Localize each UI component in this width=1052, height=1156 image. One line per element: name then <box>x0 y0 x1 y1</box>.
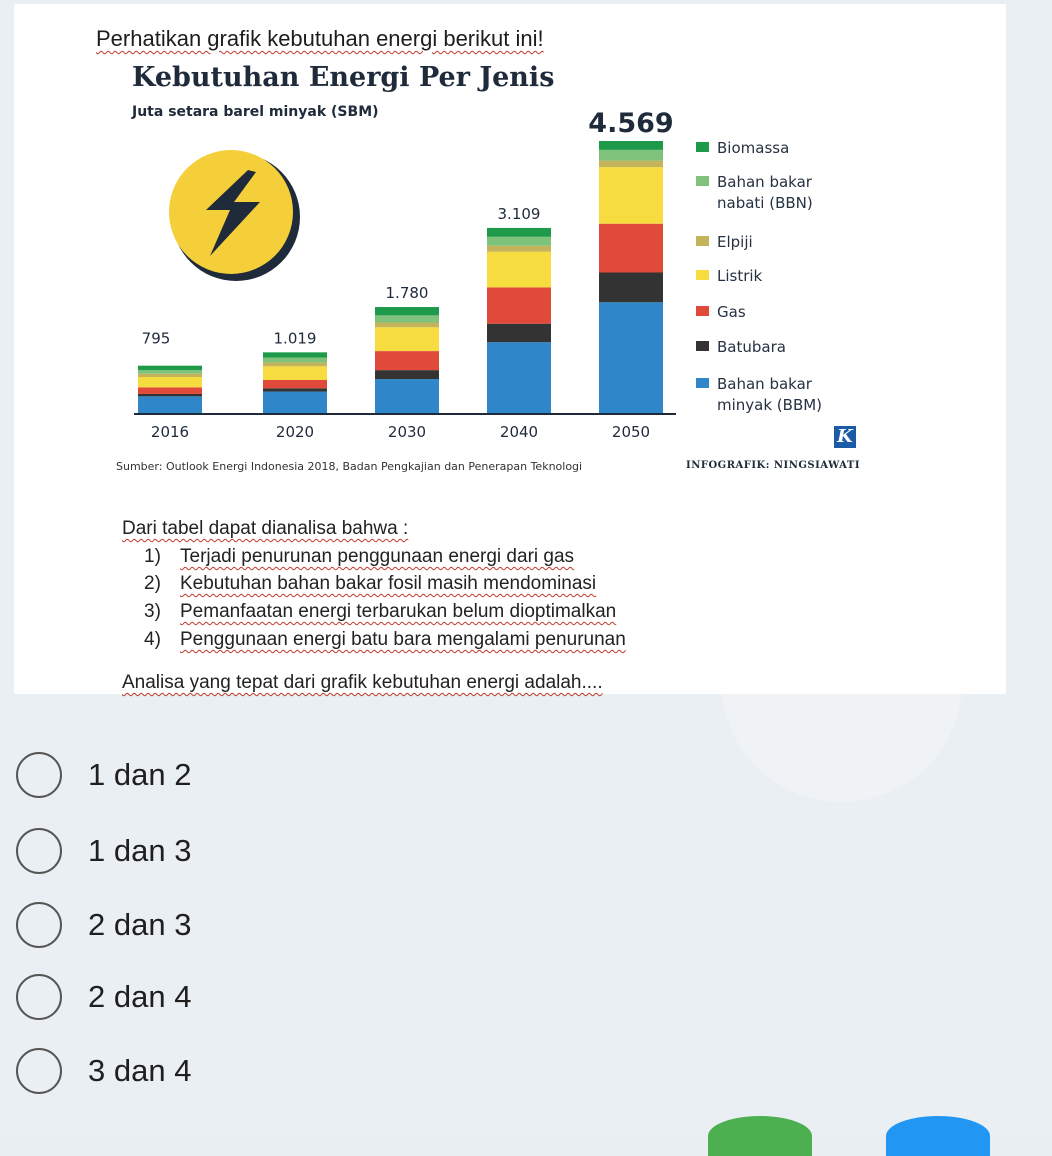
legend-swatch <box>696 378 709 388</box>
lightning-badge-icon <box>169 150 300 281</box>
option-3-dan-4[interactable] <box>16 1048 191 1094</box>
bar-segment <box>599 141 663 150</box>
bar-segment <box>599 224 663 273</box>
bar-segment <box>138 394 202 396</box>
legend-item <box>696 266 837 287</box>
legend-swatch <box>696 306 709 316</box>
bar-segment <box>487 342 551 413</box>
bar-segment <box>375 315 439 322</box>
statement-text: Kebutuhan bahan bakar fosil masih mendominasi <box>180 573 597 594</box>
publisher-logo-icon: K <box>834 426 856 448</box>
question-card <box>14 4 1006 694</box>
bar-segment <box>487 228 551 237</box>
bar-segment <box>263 388 327 391</box>
bar-segment <box>375 327 439 351</box>
bar-segment <box>375 307 439 315</box>
chart-title: Kebutuhan Energi Per Jenis <box>132 62 555 93</box>
legend-item <box>696 302 837 323</box>
option-label: 3 dan 4 <box>88 1053 192 1088</box>
question-text: Analisa yang tepat dari grafik kebutuhan energi adalah.... <box>122 672 603 693</box>
legend-label: Gas <box>717 303 746 321</box>
legend-label: Bahan bakar nabati (BBN) <box>717 173 813 212</box>
radio-button[interactable] <box>16 1048 62 1094</box>
chart-credit: INFOGRAFIK: NINGSIAWATI <box>686 460 860 471</box>
statement-number: 3) <box>144 601 161 622</box>
bar-total-label: 4.569 <box>588 108 674 139</box>
statement-number: 4) <box>144 629 161 650</box>
option-label: 1 dan 3 <box>88 833 192 868</box>
bar-segment <box>375 323 439 328</box>
statement-item <box>144 546 574 568</box>
decorative-shape-blue <box>886 1116 990 1156</box>
radio-button[interactable] <box>16 828 62 874</box>
chart-ylabel: Juta setara barel minyak (SBM) <box>132 104 379 120</box>
bar-segment <box>375 351 439 370</box>
bar-segment <box>487 252 551 288</box>
bar-segment <box>599 167 663 224</box>
bar-segment <box>138 374 202 377</box>
statement-number: 2) <box>144 573 161 594</box>
bar-segment <box>263 380 327 388</box>
bar-total-label: 3.109 <box>497 204 541 223</box>
legend-label: Elpiji <box>717 233 753 251</box>
radio-button[interactable] <box>16 752 62 798</box>
statement-item <box>144 629 626 651</box>
bar-segment <box>263 362 327 366</box>
option-1-dan-2[interactable] <box>16 752 191 798</box>
legend-swatch <box>696 236 709 246</box>
bar-segment <box>263 392 327 413</box>
legend-label: Batubara <box>717 338 786 356</box>
bar-segment <box>487 246 551 252</box>
statement-text: Terjadi penurunan penggunaan energi dari gas <box>180 546 575 567</box>
option-label: 1 dan 2 <box>88 757 192 792</box>
bar-segment <box>599 273 663 303</box>
x-tick-label: 2020 <box>275 423 315 441</box>
bar-segment <box>487 287 551 323</box>
option-1-dan-3[interactable] <box>16 828 191 874</box>
bar-segment <box>487 324 551 342</box>
bar-segment <box>375 379 439 413</box>
bar-segment <box>599 161 663 168</box>
legend-label: Listrik <box>717 267 763 285</box>
bar-segment <box>138 387 202 394</box>
option-label: 2 dan 3 <box>88 907 192 942</box>
option-2-dan-4[interactable] <box>16 974 191 1020</box>
bar-total-label: 795 <box>141 329 171 348</box>
option-2-dan-3[interactable] <box>16 902 191 948</box>
analysis-intro: Dari tabel dapat dianalisa bahwa : <box>122 518 409 539</box>
legend-item <box>696 172 837 214</box>
bar-segment <box>263 366 327 380</box>
statement-text: Pemanfaatan energi terbarukan belum dioptimalkan <box>180 601 617 622</box>
legend-swatch <box>696 270 709 280</box>
radio-button[interactable] <box>16 902 62 948</box>
bar-segment <box>138 377 202 387</box>
statement-text: Penggunaan energi batu bara mengalami penurunan <box>180 629 626 650</box>
x-tick-label: 2040 <box>499 423 539 441</box>
legend-item <box>696 138 837 159</box>
legend-swatch <box>696 142 709 152</box>
legend-swatch <box>696 176 709 186</box>
bar-total-label: 1.780 <box>385 284 429 303</box>
chart-source: Sumber: Outlook Energi Indonesia 2018, Badan Pengkajian dan Penerapan Teknologi <box>116 460 583 473</box>
bar-segment <box>138 396 202 413</box>
x-tick-label: 2016 <box>150 423 190 441</box>
bar-segment <box>138 370 202 374</box>
bar-segment <box>263 358 327 363</box>
legend-item <box>696 337 837 358</box>
x-tick-label: 2050 <box>611 423 651 441</box>
bar-segment <box>599 150 663 161</box>
statement-number: 1) <box>144 546 161 567</box>
option-label: 2 dan 4 <box>88 979 192 1014</box>
radio-button[interactable] <box>16 974 62 1020</box>
legend-label: Bahan bakar minyak (BBM) <box>717 375 823 414</box>
legend-item <box>696 232 837 253</box>
infographic <box>110 60 880 490</box>
bar-segment <box>375 370 439 379</box>
bar-segment <box>263 352 327 357</box>
question-prompt: Perhatikan grafik kebutuhan energi berikut ini! <box>96 26 544 51</box>
statement-item <box>144 601 616 623</box>
legend-swatch <box>696 341 709 351</box>
bar-total-label: 1.019 <box>273 329 317 348</box>
x-tick-label: 2030 <box>387 423 427 441</box>
statement-item <box>144 573 596 595</box>
decorative-shape-green <box>708 1116 812 1156</box>
bar-segment <box>599 302 663 413</box>
bar-segment <box>138 366 202 370</box>
bar-segment <box>487 237 551 246</box>
legend-item <box>696 374 837 416</box>
legend-label: Biomassa <box>717 139 790 157</box>
